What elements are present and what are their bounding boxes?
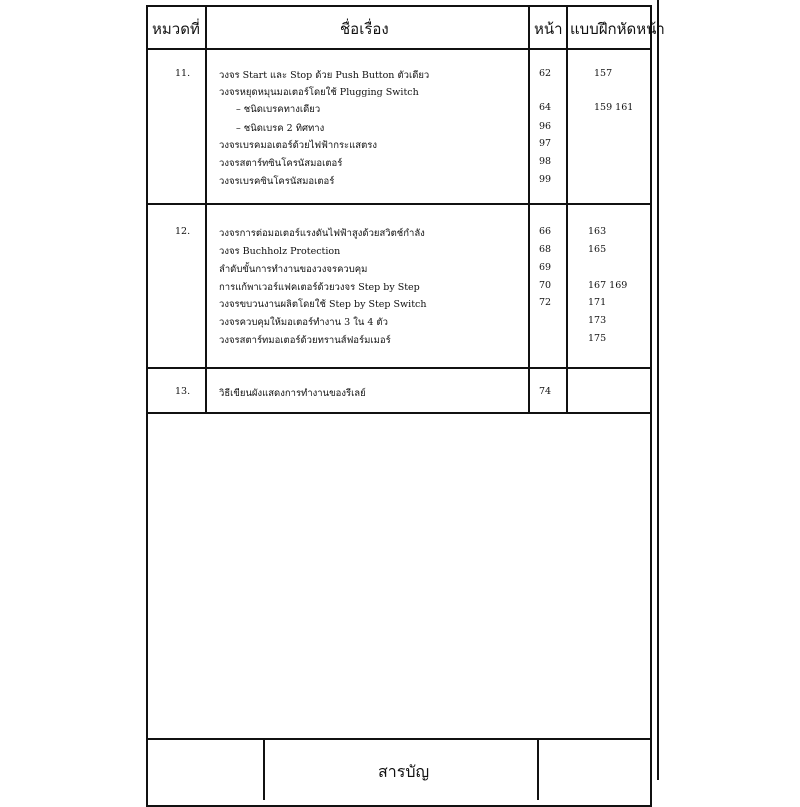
col-divider-exercise [566, 5, 568, 412]
toc-entry-exercise: 163 [588, 226, 607, 237]
section-divider-13 [146, 412, 652, 414]
toc-entry-title: – ชนิดเบรคทางเดียว [236, 104, 321, 115]
page-right-border [657, 0, 659, 780]
toc-entry-title: วงจร Start และ Stop ด้วย Push Button ตัวเดียว [219, 70, 430, 81]
section-number: 11. [175, 68, 191, 79]
footer-title: สารบัญ [378, 762, 430, 781]
toc-entry-page: 97 [539, 138, 552, 149]
section-divider-11 [146, 203, 652, 205]
toc-entry-title: วงจรขบวนงานผลิตโดยใช้ Step by Step Switch [219, 299, 427, 310]
toc-entry-page: 72 [539, 297, 552, 308]
footer-divider-left [263, 738, 265, 800]
toc-entry-exercise: 165 [588, 244, 607, 255]
footer-divider-right [537, 738, 539, 800]
toc-table-frame [146, 5, 652, 807]
toc-entry-title: วงจร Buchholz Protection [219, 246, 341, 257]
toc-entry-page: 98 [539, 156, 552, 167]
toc-entry-title: วงจรเบรคซินโครนัสมอเตอร์ [219, 176, 335, 187]
toc-entry-title: การแก้พาเวอร์แฟคเตอร์ด้วยวงจร Step by Step [219, 282, 420, 293]
col-divider-page [528, 5, 530, 412]
toc-entry-title: วงจรสตาร์ทมอเตอร์ด้วยทรานส์ฟอร์มเมอร์ [219, 335, 391, 346]
toc-entry-page: 68 [539, 244, 552, 255]
toc-entry-page: 96 [539, 121, 552, 132]
toc-entry-page: 64 [539, 102, 552, 113]
toc-entry-title: วงจรควบคุมให้มอเตอร์ทำงาน 3 ใน 4 ตัว [219, 317, 388, 328]
footer-top-divider [146, 738, 652, 740]
toc-entry-exercise: 175 [588, 333, 607, 344]
toc-entry-page: 70 [539, 280, 552, 291]
col-divider-chapter [205, 5, 207, 412]
toc-entry-page: 99 [539, 174, 552, 185]
toc-entry-title: วงจรสตาร์ทซินโครนัสมอเตอร์ [219, 158, 343, 169]
toc-entry-title: วิธีเขียนผังแสดงการทำงานของรีเลย์ [219, 388, 366, 399]
header-exercise-page: แบบฝึกหัดหน้า [570, 20, 665, 38]
header-page: หน้า [534, 20, 563, 38]
toc-entry-title: วงจรหยุดหมุนมอเตอร์โดยใช้ Plugging Switch [219, 87, 419, 98]
toc-entry-title: ลำดับขั้นการทำงานของวงจรควบคุม [219, 264, 368, 275]
toc-entry-title: วงจรการต่อมอเตอร์แรงดันไฟฟ้าสูงด้วยสวิตช์กำลัง [219, 228, 425, 239]
toc-entry-exercise: 157 [594, 68, 613, 79]
toc-entry-title: – ชนิดเบรค 2 ทิศทาง [236, 123, 325, 134]
toc-entry-page: 74 [539, 386, 552, 397]
toc-entry-page: 62 [539, 68, 552, 79]
section-number: 12. [175, 226, 191, 237]
section-number: 13. [175, 386, 191, 397]
toc-entry-exercise: 167 169 [588, 280, 628, 291]
toc-entry-title: วงจรเบรคมอเตอร์ด้วยไฟฟ้ากระแสตรง [219, 140, 377, 151]
section-divider-12 [146, 367, 652, 369]
header-chapter: หมวดที่ [152, 20, 200, 38]
header-divider [146, 48, 652, 50]
toc-entry-exercise: 173 [588, 315, 607, 326]
toc-entry-exercise: 159 161 [594, 102, 634, 113]
toc-entry-exercise: 171 [588, 297, 607, 308]
toc-entry-page: 69 [539, 262, 552, 273]
header-title: ชื่อเรื่อง [340, 20, 389, 38]
toc-entry-page: 66 [539, 226, 552, 237]
